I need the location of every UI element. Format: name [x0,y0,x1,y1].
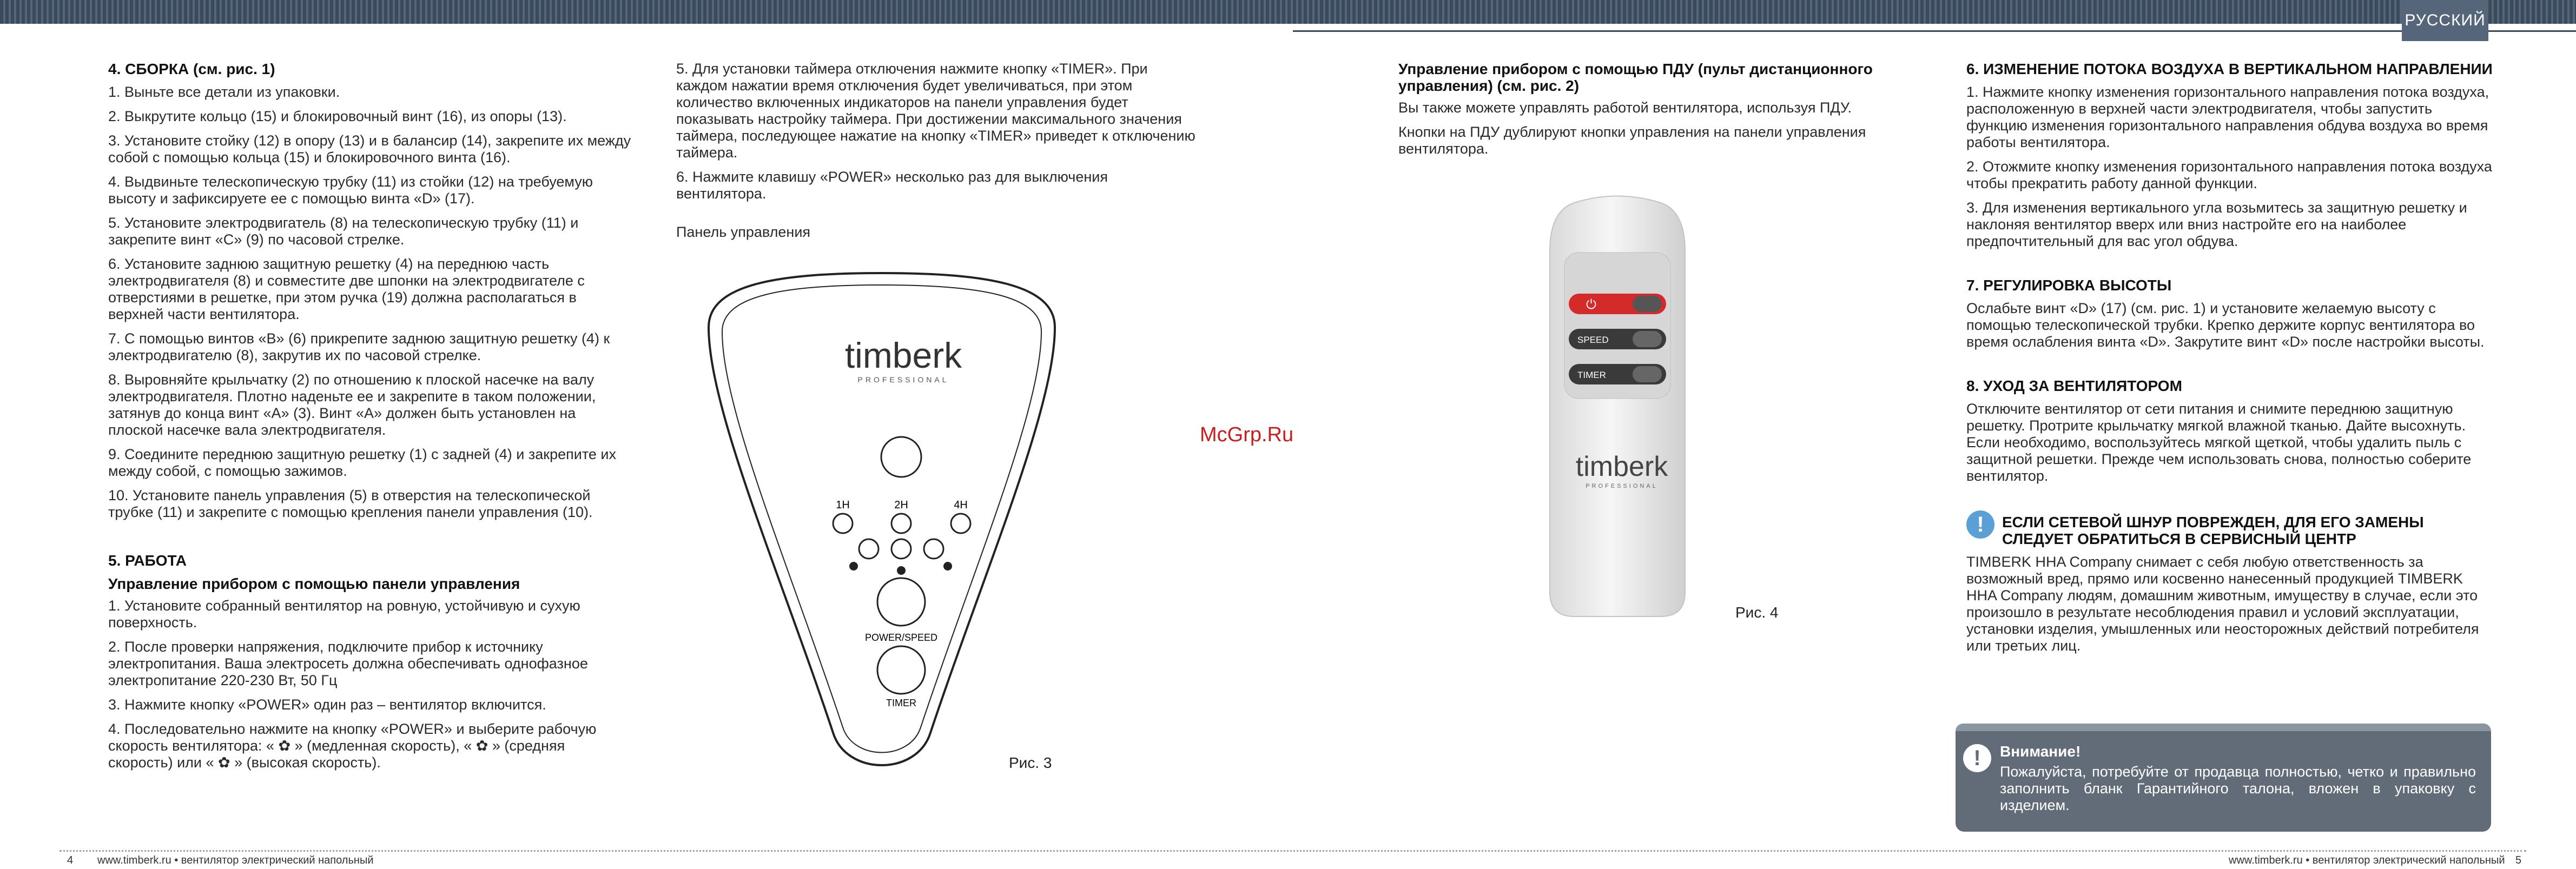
remote-brand-logo: timberk [1575,451,1668,482]
timer-indicator-1h [833,514,853,533]
panel-label: Панель управления [676,224,811,240]
timer-label-2h: 2H [894,499,908,511]
cord-warning-text: TIMBERK HHA Company снимает с себя любую ответственность за возможный вред, прямо или косвенно нанесенный продукцией TIMBERK HHA Company людям, домашним животным, имуществу в случае, если это произошло в результате несоблюдения правил и условий эксплуатации, установки изделия, умышленных или неосторожных действий потребителя или третьих лиц. [1966,554,2479,654]
remote-power-icon: ⏻ [1586,297,1596,312]
notice-title: Внимание! [2000,743,2081,760]
airflow-step: 3. Для изменения вертикального угла возьмитесь за защитную решетку и наклоняя вентилятор вверх или вниз настройте его на наиболее предпочтительный для вас угол обдува. [1966,200,2467,249]
assembly-step: 1. Выньте все детали из упаковки. [108,84,340,100]
assembly-step: 6. Установите заднюю защитную решетку (4) на переднюю часть электродвигателя (8) и совместите две шпонки на электродвигателе с отверстиями в решетке, при этом ручка (19) должна располагаться в верхней части вентилятора. [108,256,585,322]
remote-title: Управление прибором с помощью ПДУ (пульт дистанционного управления) (см. рис. 2) [1398,61,1873,94]
exclamation-icon: ! [1963,744,1991,772]
height-title: 7. РЕГУЛИРОВКА ВЫСОТЫ [1966,277,2172,294]
notice-text: Пожалуйста, потребуйте от продавца полностью, четко и правильно заполнить бланк Гарантийного талона, вложен в упаковку с изделием. [2000,764,2476,813]
language-tab: РУССКИЙ [2402,0,2488,41]
timer-label-4h: 4H [954,499,968,511]
speed-icon-high [943,562,952,571]
page-number-right: 5 [2515,854,2522,866]
remote-speed-label: SPEED [1577,335,1609,345]
operation-subtitle: Управление прибором с помощью панели управления [108,575,520,592]
airflow-step: 1. Нажмите кнопку изменения горизонтального направления потока воздуха, расположенную в верхней части электродвигателя, чтобы запустить функцию изменения горизонтального направления обдува воздуха во время работы вентилятора. [1966,84,2489,150]
airflow-title: 6. ИЗМЕНЕНИЕ ПОТОКА ВОЗДУХА В ВЕРТИКАЛЬНОМ НАПРАВЛЕНИИ [1966,61,2493,77]
power-speed-button [877,578,925,626]
remote-paragraph: Вы также можете управлять работой вентилятора, используя ПДУ. [1398,99,1852,116]
speed-icon-mid [897,566,906,575]
assembly-step: 10. Установите панель управления (5) в отверстия на телескопической трубке (11) и закрепите с помощью крепления панели управления (10). [108,487,593,520]
timer-indicator-2h [891,514,911,533]
remote-figure [1536,192,1699,625]
assembly-step: 9. Соедините переднюю защитную решетку (1) с задней (4) и закрепите их между собой, с помощью зажимов. [108,446,616,479]
timer-indicator-4h [951,514,970,533]
right-column [1966,61,2494,662]
speed-icon-low [849,562,858,571]
operation-continued [676,61,1195,248]
assembly-title: 4. СБОРКА (см. рис. 1) [108,61,275,77]
warranty-notice-box [1956,724,2491,832]
operation-step: 4. Последовательно нажмите на кнопку «POWER» и выберите рабочую скорость вентилятора: « ✿ » (медленная скорость), « ✿ » (средняя скорость) или « ✿ » (высокая скорость). [108,721,597,771]
notice-header-strip [1956,724,2491,731]
control-panel-figure [703,268,1060,787]
assembly-section [108,61,633,779]
top-decorative-bar [0,0,2576,24]
operation-step: 3. Нажмите кнопку «POWER» один раз – вентилятор включится. [108,696,546,713]
footer-divider [60,850,2526,852]
remote-section [1398,61,1928,165]
figure4-caption: Рис. 4 [1735,604,1779,621]
cord-warning-title: ЕСЛИ СЕТЕВОЙ ШНУР ПОВРЕЖДЕН, ДЛЯ ЕГО ЗАМЕНЫ СЛЕДУЕТ ОБРАТИТЬСЯ В СЕРВИСНЫЙ ЦЕНТР [2002,514,2424,547]
speed-indicator-low [859,539,879,559]
remote-brand-sub: PROFESSIONAL [1586,483,1658,489]
exclamation-icon: ! [1966,510,1994,539]
timer-label-1h: 1H [836,499,850,511]
power-speed-label: POWER/SPEED [864,632,938,643]
operation-step: 2. После проверки напряжения, подключите прибор к источнику электропитания. Ваша электросеть должна обеспечивать однофазное электропитание 220-230 Вт, 50 Гц [108,639,588,688]
remote-timer-label: TIMER [1577,370,1606,380]
top-rule [1293,30,2576,32]
operation-title: 5. РАБОТА [108,552,187,569]
care-text: Отключите вентилятор от сети питания и снимите переднюю защитную решетку. Протрите крыльчатку мягкой влажной тканью. Дайте высохнуть. Если необходимо, воспользуйтесь мягкой щеткой, чтобы удалить пыль с защитной решетки. Прежде чем использовать снова, полностью соберите вентилятор. [1966,401,2472,484]
footer-text-left: www.timberk.ru • вентилятор электрический напольный [97,854,374,866]
panel-top-button [881,437,921,477]
timer-button [877,646,925,694]
assembly-step: 4. Выдвиньте телескопическую трубку (11) из стойки (12) на требуемую высоту и зафиксируете ее с помощью винта «D» (17). [108,174,593,207]
panel-brand-sub: PROFESSIONAL [857,375,949,384]
panel-brand-logo: timberk [844,335,962,375]
speed-indicator-mid [891,539,911,559]
assembly-step: 5. Установите электродвигатель (8) на телескопическую трубку (11) и закрепите винт «C» (9) по часовой стрелке. [108,215,579,248]
height-text: Ослабьте винт «D» (17) (см. рис. 1) и установите желаемую высоту с помощью телескопической трубки. Крепко держите корпус вентилятора во время ослабления винта «D». Закрутите винт «D» после настройки высоты. [1966,300,2485,350]
cord-warning-header [1966,514,2494,554]
assembly-step: 8. Выровняйте крыльчатку (2) по отношению к плоской насечке на валу электродвигателя. Плотно наденьте ее и закрепите в таком положении, затянув до конца винт «A» (3). Винт «A» должен быть установлен на плоской насечке вала электродвигателя. [108,372,596,438]
assembly-step: 3. Установите стойку (12) в опору (13) и в балансир (14), закрепите их между собой с помощью кольца (15) и блокировочного винта (16). [108,132,631,165]
operation-step: 1. Установите собранный вентилятор на ровную, устойчивую и сухую поверхность. [108,598,580,631]
figure3-caption: Рис. 3 [1009,754,1052,771]
assembly-step: 2. Выкрутите кольцо (15) и блокировочный винт (16), из опоры (13). [108,108,567,124]
speed-indicator-high [924,539,943,559]
timer-button-label: TIMER [886,698,916,708]
remote-paragraph: Кнопки на ПДУ дублируют кнопки управления на панели управления вентилятора. [1398,124,1866,157]
operation-step: 5. Для установки таймера отключения нажмите кнопку «TIMER». При каждом нажатии время отключения будет увеличиваться, при этом количество включенных индикаторов на панели управления будет показывать настройку таймера. При достижении максимального значения таймера, последующее нажатие на кнопку «TIMER» приведет к отключению таймера. [676,61,1195,161]
operation-step: 6. Нажмите клавишу «POWER» несколько раз для выключения вентилятора. [676,169,1108,202]
care-title: 8. УХОД ЗА ВЕНТИЛЯТОРОМ [1966,377,2182,394]
footer-text-right: www.timberk.ru • вентилятор электрический напольный [2229,854,2505,866]
assembly-step: 7. С помощью винтов «B» (6) прикрепите заднюю защитную решетку (4) к электродвигателю (8), закрутив их по часовой стрелке. [108,330,610,363]
watermark-text: McGrp.Ru [1200,423,1294,446]
airflow-step: 2. Отожмите кнопку изменения горизонтального направления потока воздуха чтобы прекратить работу данной функции. [1966,158,2492,191]
page-number-left: 4 [67,854,74,866]
